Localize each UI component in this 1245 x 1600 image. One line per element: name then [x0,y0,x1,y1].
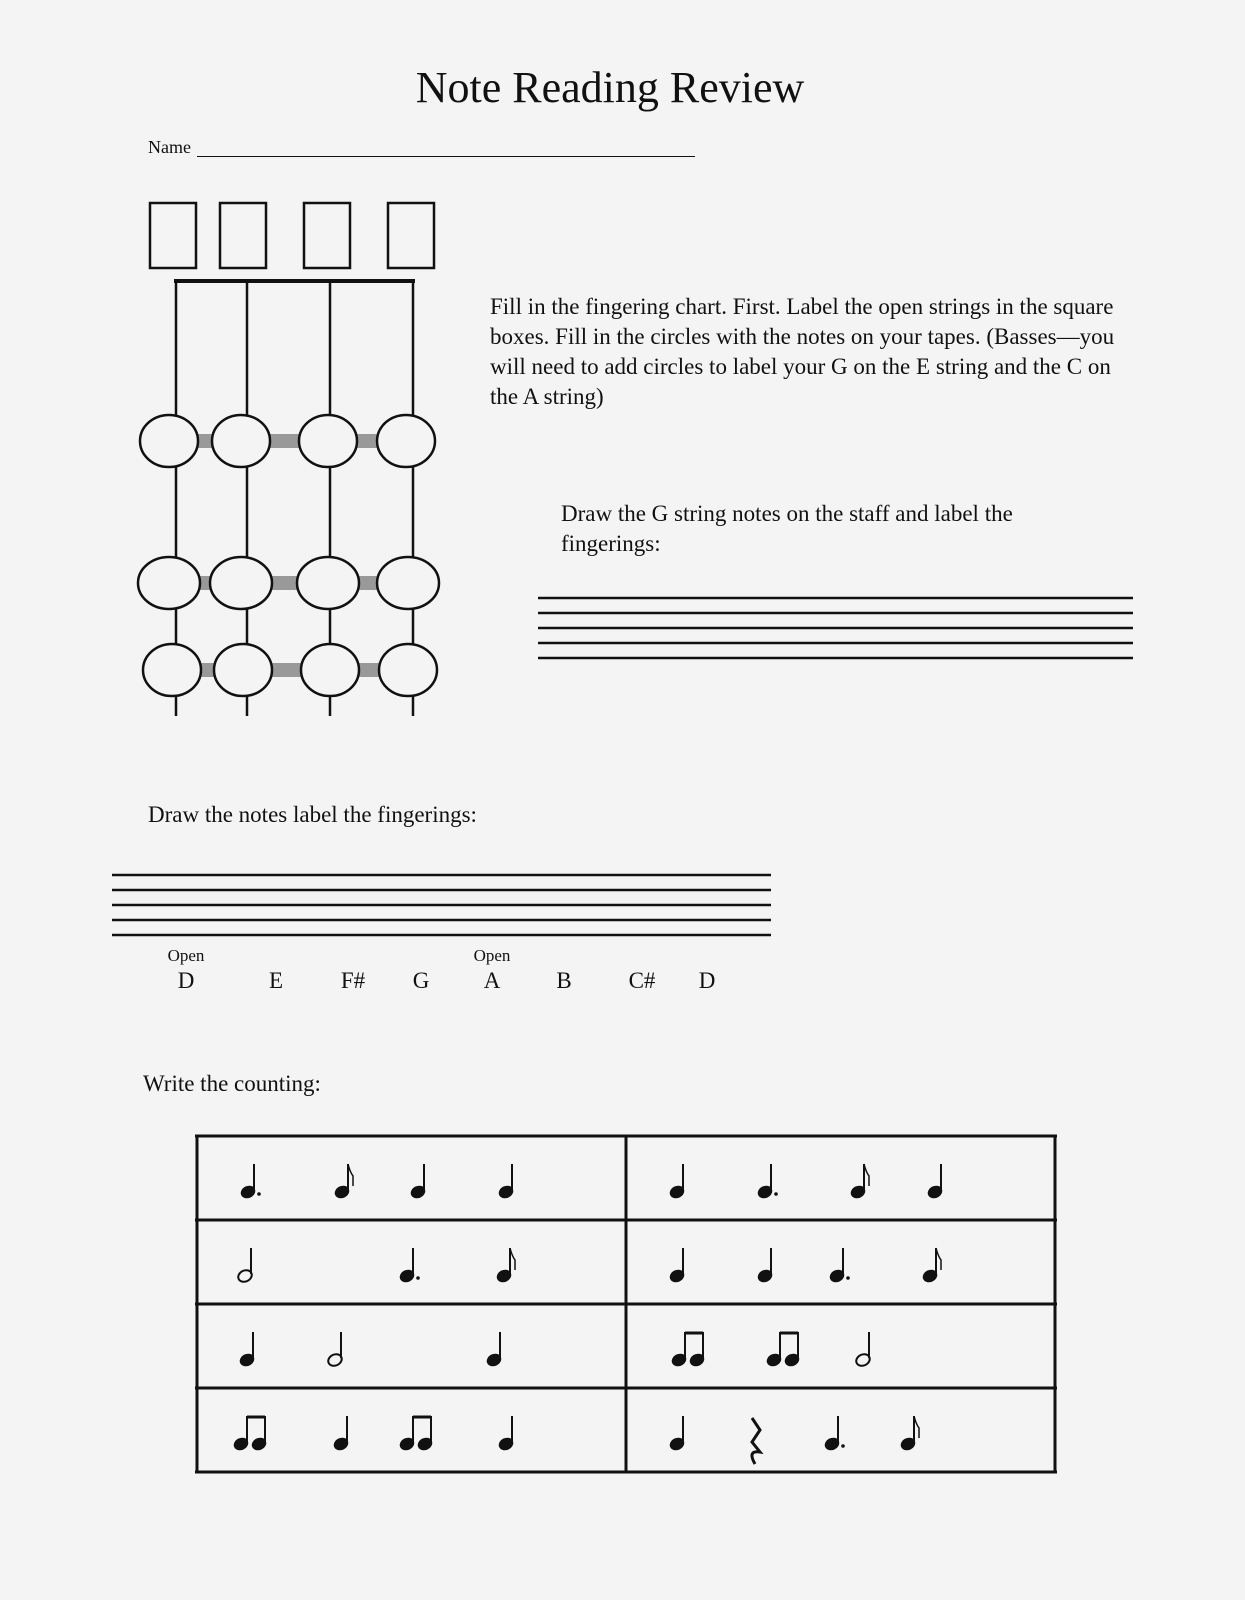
scale-note-label: F# [340,968,366,993]
scale-note-label: B [556,968,572,993]
open-string-box[interactable] [388,203,434,268]
counting-instructions: Write the counting: [143,1071,321,1096]
note-dot [774,1192,778,1196]
half-note [854,1332,871,1368]
note-circle[interactable] [212,415,270,467]
quarter-note [756,1248,773,1284]
beamed-eighths-note [765,1332,800,1368]
finger-pattern-bar [172,663,408,677]
fingering-instructions: Fill in the fingering chart. First. Label the open strings in the square boxes. Fill in the circles with the notes on your tapes. (Basses—you will need to add circles to label your G on the E string and the C on the A string) [490,294,1115,409]
quarter-note [497,1416,514,1452]
quarter-note [668,1416,685,1452]
fingering-chart [138,203,439,716]
quarter-rest-note [752,1418,760,1464]
eighth-note [899,1416,919,1452]
eighth-note [849,1164,869,1200]
eighth-note [333,1164,353,1200]
dotted-quarter-note [756,1164,777,1200]
open-string-label: Open [473,946,511,965]
note-circle[interactable] [143,644,201,696]
note-dot [257,1192,261,1196]
note-dot [841,1444,845,1448]
note-circle[interactable] [379,644,437,696]
half-note [326,1332,343,1368]
open-string-box[interactable] [304,203,350,268]
dotted-quarter-note [239,1164,260,1200]
quarter-note [668,1248,685,1284]
note-circle[interactable] [138,557,200,609]
g-string-instructions: Draw the G string notes on the staff and label the fingerings: [561,501,1013,556]
quarter-note [668,1164,685,1200]
beamed-eighths-note [398,1416,433,1452]
note-dot [416,1276,420,1280]
note-circle[interactable] [297,557,359,609]
name-field[interactable] [197,156,695,157]
quarter-note [485,1332,502,1368]
dotted-quarter-note [823,1416,844,1452]
finger-pattern-bar [169,434,406,448]
note-circle[interactable] [214,644,272,696]
note-circle[interactable] [377,415,435,467]
draw-notes-instructions: Draw the notes label the fingerings: [148,802,477,827]
quarter-note [238,1332,255,1368]
note-circle[interactable] [140,415,198,467]
note-circle[interactable] [210,557,272,609]
open-string-box[interactable] [220,203,266,268]
dotted-quarter-note [398,1248,419,1284]
scale-note-label: D [698,968,716,993]
note-circle[interactable] [301,644,359,696]
scale-note-label: G [412,968,430,993]
half-note [236,1248,253,1284]
note-dot [846,1276,850,1280]
eighth-note [495,1248,515,1284]
quarter-note [332,1416,349,1452]
dotted-quarter-note [828,1248,849,1284]
staves [112,598,1133,935]
quarter-note [926,1164,943,1200]
scale-note-label: C# [628,968,656,993]
scale-note-label: E [268,968,284,993]
eighth-note [921,1248,941,1284]
open-string-box[interactable] [150,203,196,268]
beamed-eighths-note [670,1332,705,1368]
open-string-label: Open [167,946,205,965]
quarter-rest-icon [752,1418,760,1464]
scale-note-label: D [177,968,195,993]
note-circle[interactable] [377,557,439,609]
quarter-note [497,1164,514,1200]
quarter-note [409,1164,426,1200]
name-label: Name [148,137,191,157]
scale-note-label: A [483,968,501,993]
finger-pattern-bar [169,576,408,590]
rhythm-table [195,1136,1057,1472]
note-circle[interactable] [299,415,357,467]
page-title: Note Reading Review [415,63,805,112]
beamed-eighths-note [232,1416,267,1452]
